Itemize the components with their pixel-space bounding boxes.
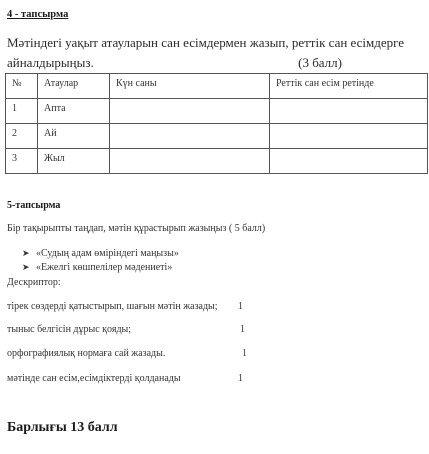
total-score: Барлығы 13 балл bbox=[7, 420, 118, 435]
row-name: Жыл bbox=[38, 149, 110, 174]
task4-instruction-line2-row bbox=[7, 53, 342, 73]
topic-text: «Ежелгі көшпелілер мәдениеті» bbox=[36, 262, 173, 273]
header-names: Атаулар bbox=[38, 74, 110, 99]
table-header-row bbox=[6, 74, 428, 99]
header-ordinal: Реттік сан есім ретінде bbox=[270, 74, 428, 99]
row-day-count-cell[interactable] bbox=[110, 99, 270, 124]
criterion-score: 1 bbox=[242, 348, 247, 359]
criterion-score: 1 bbox=[238, 373, 243, 384]
topic-text: «Судың адам өміріндегі маңызы» bbox=[36, 248, 179, 259]
row-number: 3 bbox=[6, 149, 38, 174]
row-ordinal-cell[interactable] bbox=[270, 149, 428, 174]
criterion-text: орфографиялық нормаға сай жазады. bbox=[7, 348, 166, 359]
task4-table bbox=[5, 73, 428, 174]
task5-heading: 5-тапсырма bbox=[7, 200, 61, 211]
task4-instruction bbox=[7, 33, 404, 73]
row-day-count-cell[interactable] bbox=[110, 149, 270, 174]
descriptor-label: Дескриптор: bbox=[7, 277, 61, 288]
row-name: Апта bbox=[38, 99, 110, 124]
task4-points: (3 балл) bbox=[298, 55, 342, 70]
table-row bbox=[6, 149, 428, 174]
task4-heading: 4 - тапсырма bbox=[7, 9, 69, 20]
criterion-text: мәтінде сан есім,есімдіктерді қолданады bbox=[7, 373, 181, 384]
row-number: 2 bbox=[6, 124, 38, 149]
list-item bbox=[22, 260, 179, 274]
table-row bbox=[6, 99, 428, 124]
task4-instruction-line1: Мәтіндегі уақыт атауларын сан есімдермен жазып, реттік сан есімдерге bbox=[7, 35, 405, 50]
row-name: Ай bbox=[38, 124, 110, 149]
row-number: 1 bbox=[6, 99, 38, 124]
header-day-count: Күн саны bbox=[110, 74, 270, 99]
row-ordinal-cell[interactable] bbox=[270, 124, 428, 149]
header-number: № bbox=[6, 74, 38, 99]
criterion-score: 1 bbox=[238, 301, 243, 312]
table-row bbox=[6, 124, 428, 149]
criterion-score: 1 bbox=[240, 324, 245, 335]
arrow-bullet-icon: ➤ bbox=[22, 262, 30, 272]
arrow-bullet-icon: ➤ bbox=[22, 248, 30, 258]
task4-instruction-line2: айналдырыңыз. bbox=[7, 55, 94, 70]
criterion-text: тірек сөздерді қатыстырып, шағын мәтін жазады; bbox=[7, 301, 218, 312]
row-day-count-cell[interactable] bbox=[110, 124, 270, 149]
row-ordinal-cell[interactable] bbox=[270, 99, 428, 124]
criterion-text: тыныс белгісін дұрыс қояды; bbox=[7, 324, 132, 335]
topic-list bbox=[22, 246, 179, 274]
task5-instruction: Бір тақырыпты таңдап, мәтін құрастырып жазыңыз ( 5 балл) bbox=[7, 223, 266, 234]
list-item bbox=[22, 246, 179, 260]
